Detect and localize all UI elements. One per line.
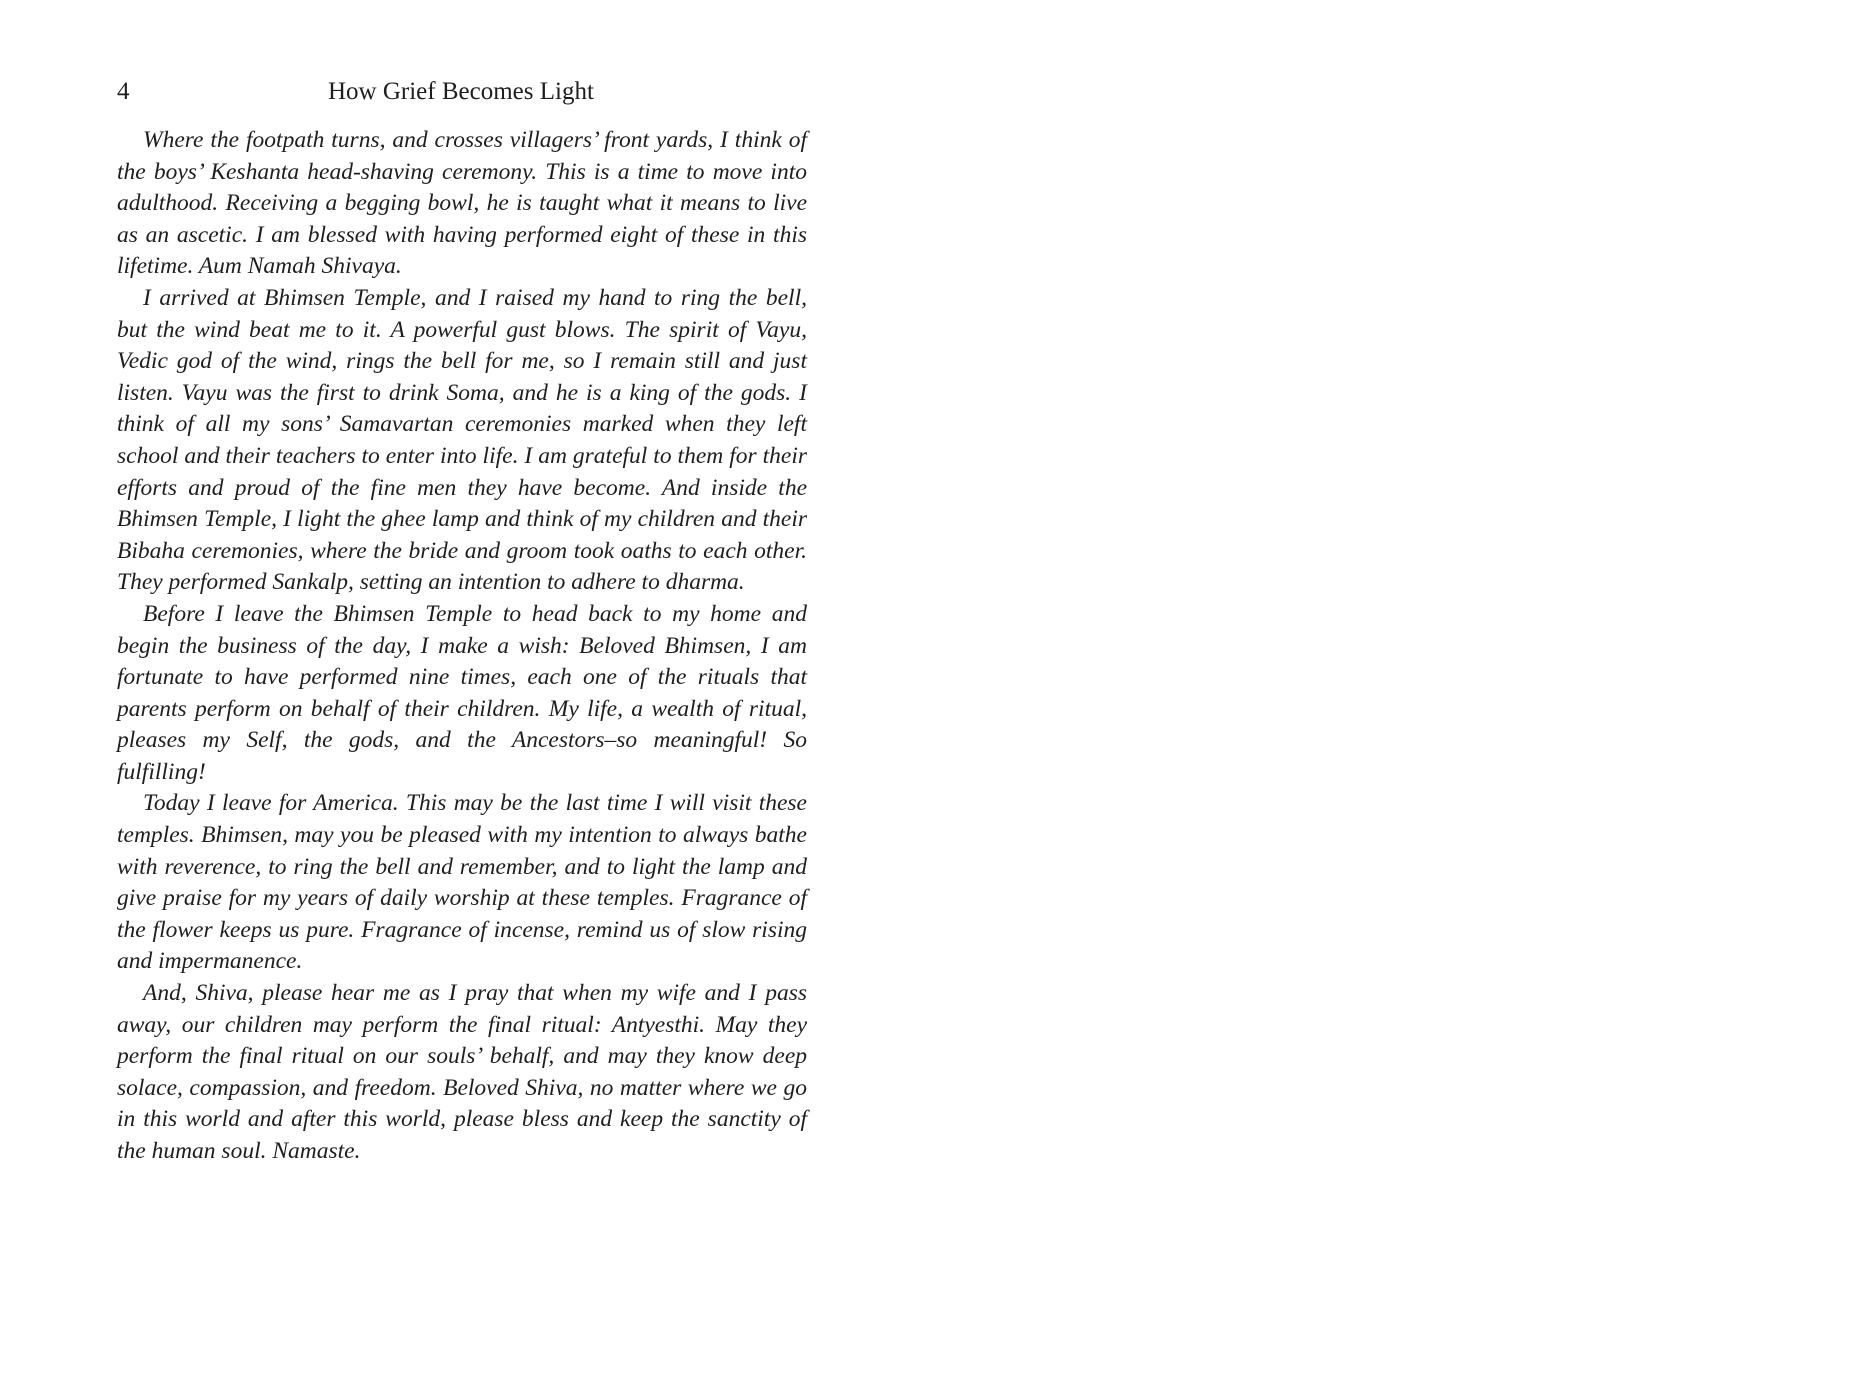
body-text	[117, 125, 807, 1168]
running-head	[117, 72, 807, 112]
paragraph-4: Today I leave for America. This may be the last time I will visit these temples. Bhimsen, may you be pleased with my intention to always bathe with reverence, to ring the bell and remember, and to light the lamp and give praise for my years of daily worship at these temples. Fragrance of the flower keeps us pure. Fragrance of incense, remind us of slow rising and impermanence.	[117, 790, 807, 975]
paragraph-3: Before I leave the Bhimsen Temple to head back to my home and begin the business of the day, I make a wish: Beloved Bhimsen, I am fortunate to have performed nine times, each one of the rituals that parents perform on behalf of their children. My life, a wealth of ritual, pleases my Self, the gods, and the Ancestors–so meaningful! So fulfilling!	[117, 600, 807, 785]
page-number: 4	[117, 78, 130, 105]
paragraph-2: I arrived at Bhimsen Temple, and I raised my hand to ring the bell, but the wind beat me to it. A powerful gust blows. The spirit of Vayu, Vedic god of the wind, rings the bell for me, so I remain still and just listen. Vayu was the first to drink Soma, and he is a king of the gods. I think of all my sons’ Samavartan ceremonies marked when they left school and their teachers to enter into life. I am grateful to them for their efforts and proud of the fine men they have become. And inside the Bhimsen Temple, I light the ghee lamp and think of my children and their Bibaha ceremonies, where the bride and groom took oaths to each other. They performed Sankalp, setting an intention to adhere to dharma.	[117, 284, 807, 596]
paragraph-1: Where the footpath turns, and crosses villagers’ front yards, I think of the boys’ Keshanta head-shaving ceremony. This is a time to move into adulthood. Receiving a begging bowl, he is taught what it means to live as an ascetic. I am blessed with having performed eight of these in this lifetime. Aum Namah Shivaya.	[117, 127, 807, 280]
running-title: How Grief Becomes Light	[328, 78, 594, 105]
paragraph-5: And, Shiva, please hear me as I pray that when my wife and I pass away, our children may perform the final ritual: Antyesthi. May they perform the final ritual on our souls’ behalf, and may they know deep solace, compassion, and freedom. Beloved Shiva, no matter where we go in this world and after this world, please bless and keep the sanctity of the human soul. Namaste.	[117, 980, 807, 1164]
